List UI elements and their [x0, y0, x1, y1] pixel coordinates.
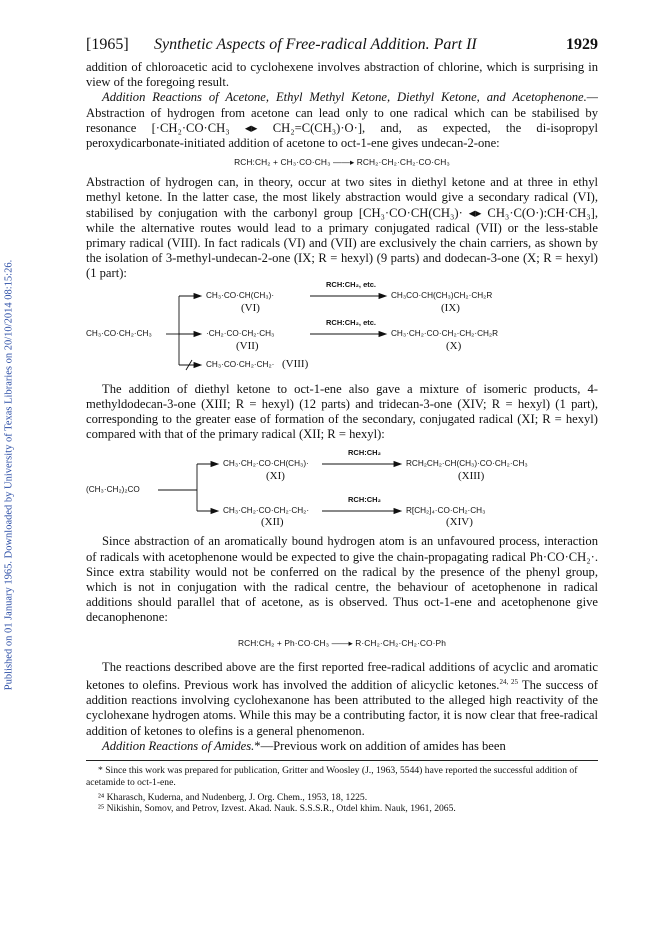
- paragraph-6-start: The reactions described above are the first reported free-radical additions of acyclic and aromatic ketones to olefins. Previous work has involved the addition of alicyclic ketones.: [86, 659, 598, 693]
- running-header: [86, 36, 598, 60]
- header-page-number: 1929: [566, 36, 598, 53]
- footnote-24: ²⁴ Kharasch, Kuderna, and Nudenberg, J. Org. Chem., 1953, 18, 1225.: [98, 791, 368, 803]
- scheme-1-start: CH₃·CO·CH₂·CH₃: [86, 328, 152, 338]
- scheme-1-radical-vii: ·CH₂·CO·CH₂·CH₃: [206, 328, 275, 338]
- scheme-1-radical-viii: CH₃·CO·CH₂·CH₂·: [206, 359, 275, 369]
- equation-acetophenone: RCH:CH₂ + Ph·CO·CH₃ ——▸ R·CH₂·CH₂·CH₂·CO·Ph: [237, 637, 446, 648]
- scheme-1-radical-vi: CH₃·CO·CH(CH₃)·: [206, 290, 275, 300]
- scheme-1-label-ix: (IX): [441, 301, 460, 314]
- paragraph-6-rest: The success of addition reactions involving cyclohexanone has been attributed to the alleged high reactivity of the cyclohexane hydrogen atoms. While this may be a contributing factor, it is now clear that free-radical addition of ketones to olefins is a general phenomenon.: [86, 678, 598, 738]
- scheme-2-label-xii: (XII): [261, 516, 284, 529]
- scheme-1-label-vi: (VI): [241, 301, 260, 314]
- scheme-1-label-viii: (VIII): [282, 357, 309, 370]
- paragraph-2: [86, 90, 598, 151]
- scheme-2-reagent-b: RCH:CH₂: [348, 495, 381, 505]
- paragraph-7-body: *—Previous work on addition of amides has been: [254, 738, 506, 753]
- header-year: [1965]: [86, 36, 129, 53]
- scheme-1-product-x: CH₃·CH₂·CO·CH₂·CH₂·CH₂R: [391, 328, 499, 338]
- scheme-ethyl-methyl-ketone: [86, 279, 598, 376]
- paragraph-7: [86, 739, 598, 754]
- reference-superscript: 24, 25: [499, 677, 518, 686]
- scheme-2-label-xiii: (XIII): [458, 470, 485, 483]
- scheme-2-product-xiii: RCH₂CH₂·CH(CH₃)·CO·CH₂·CH₃: [406, 459, 528, 469]
- scheme-1-label-x: (X): [446, 339, 462, 352]
- section-heading-amides: Addition Reactions of Amides.: [102, 738, 255, 753]
- scheme-2-label-xi: (XI): [266, 470, 285, 483]
- paragraph-5: Since abstraction of an aromatically bound hydrogen atom is an unfavoured process, interaction of radicals with acetophenone would be expected to give the chain-propagating radical Ph·CO·CH₂·. Since extra stability would not be conferred on the radical by the presence of the phenyl group, which is not in conjugation with the radical centre, the behaviour of acetophenone in radical additions should parallel that of acetone, as is observed. Thus oct-1-ene and acetophenone give decanophenone:: [86, 534, 598, 625]
- journal-page: [86, 36, 598, 815]
- scheme-1-product-ix: CH₃CO·CH(CH₃)CH₂·CH₂R: [391, 290, 493, 300]
- scheme-2-radical-xii: CH₃·CH₂·CO·CH₂·CH₂·: [223, 506, 310, 516]
- scheme-2-radical-xi: CH₃·CH₂·CO·CH(CH₃)·: [223, 459, 309, 469]
- scheme-2-reagent-a: RCH:CH₂: [348, 448, 381, 458]
- scheme-1-reagent-a: RCH:CH₂, etc.: [326, 279, 377, 289]
- footnote-star: * Since this work was prepared for publication, Gritter and Woosley (J., 1963, 5544) have reported the successful addition of acetamide to oct-1-ene.: [86, 765, 578, 788]
- provenance-text: Published on 01 January 1965. Downloaded by University of Texas Libraries on 20/10/2014 08:15:26.: [3, 259, 15, 691]
- equation-acetone: RCH:CH₂ + CH₃·CO·CH₃ ——▸ RCH₂·CH₂·CH₂·CO·CH₃: [234, 157, 450, 168]
- scheme-1-arrows: [86, 284, 598, 376]
- footnote-25: ²⁵ Nikishin, Somov, and Petrov, Izvest. Akad. Nauk. S.S.S.R., Otdel khim. Nauk, 1961, 2065.: [98, 803, 456, 815]
- provenance-watermark: [0, 180, 18, 770]
- scheme-diethyl-ketone: [86, 448, 598, 528]
- paragraph-3: Abstraction of hydrogen can, in theory, occur at two sites in diethyl ketone and at three in ethyl methyl ketone. In the latter case, the most likely abstraction would give a secondary radical (VI), stabilised by conjugation with the carbonyl group [CH₃·CO·CH(CH₃)· ◂▸ CH₃·C(O·):CH·CH₃], while the alternative routes would lead to a primary conjugated radical (VII) or the less-stable primary radical (VIII). In fact radicals (VI) and (VII) are exclusively the chain carriers, as shown by the isolation of 3-methyl-undecan-2-one (IX; R = hexyl) (9 parts) and dodecan-3-one (X; R = hexyl) (1 part):: [86, 175, 598, 281]
- scheme-2-start: (CH₃·CH₂)₂CO: [86, 485, 140, 495]
- scheme-2-label-xiv: (XIV): [446, 516, 473, 529]
- paragraph-1: addition of chloroacetic acid to cyclohexene involves abstraction of chlorine, which is surprising in view of the foregoing result.: [86, 60, 598, 90]
- scheme-2-product-xiv: R[CH₂]₄·CO·CH₂·CH₃: [406, 506, 486, 516]
- scheme-1-reagent-b: RCH:CH₂, etc.: [326, 317, 377, 327]
- section-heading-ketones: Addition Reactions of Acetone, Ethyl Methyl Ketone, Diethyl Ketone, and Acetophenone.—: [102, 90, 598, 105]
- paragraph-4: The addition of diethyl ketone to oct-1-ene also gave a mixture of isomeric products, 4-methyldodecan-3-one (XIII; R = hexyl) (12 parts) and tridecan-3-one (XIV; R = hexyl) (1 part), corresponding to the greater ease of formation of the secondary, conjugated radical (XI; R = hexyl) compared with that of the primary radical (XII; R = hexyl):: [86, 381, 598, 442]
- paragraph-6: [86, 660, 598, 739]
- footnote-rule: [86, 760, 598, 761]
- paragraph-2-body: Abstraction of hydrogen from acetone can lead only to one radical which can be stabilised by resonance [·CH₂·CO·CH₃ ◂▸ CH₂=C(CH₃)·O·], and, as expected, the di-isopropyl peroxydicarbonate-initiated addition of acetone to oct-1-ene gives undecan-2-one:: [86, 105, 598, 151]
- scheme-1-label-vii: (VII): [236, 339, 259, 352]
- header-title: Synthetic Aspects of Free-radical Addition. Part II: [154, 36, 477, 53]
